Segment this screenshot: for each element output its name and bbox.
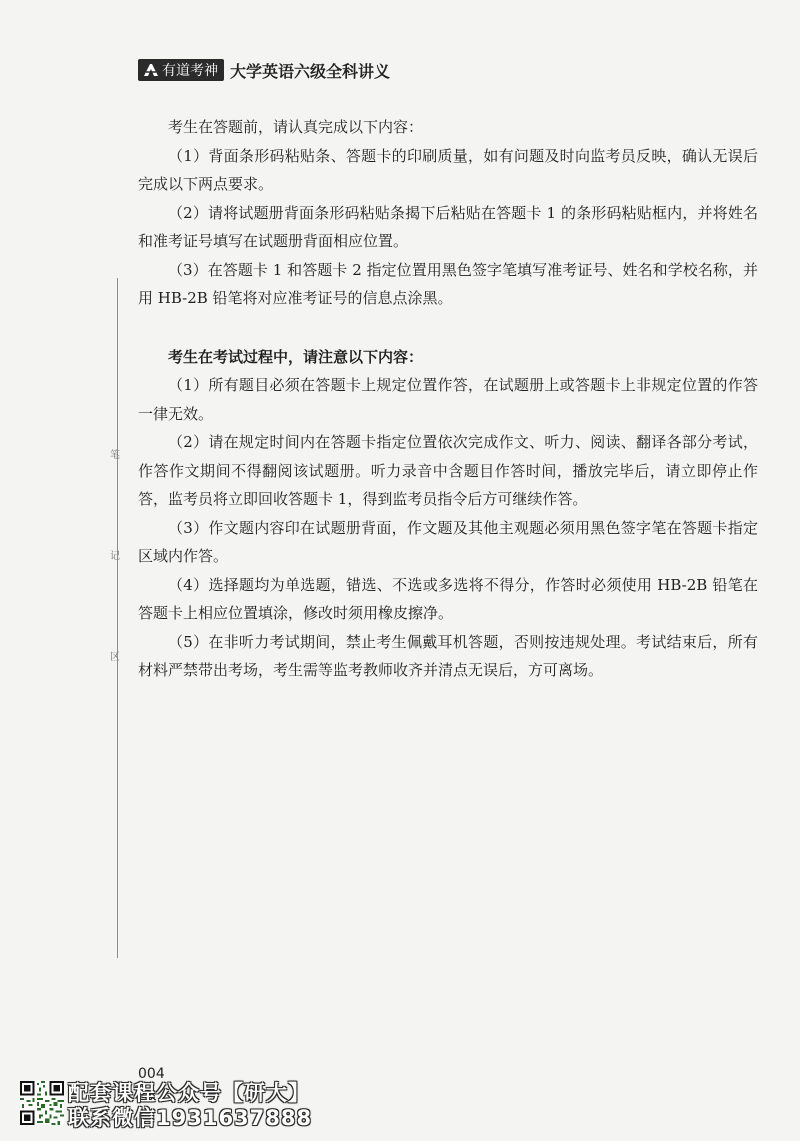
promo-footer bbox=[20, 1081, 312, 1131]
instruction-item: （2）请将试题册背面条形码粘贴条揭下后粘贴在答题卡 1 的条形码粘贴框内，并将姓名和准考证号填写在试题册背面相应位置。 bbox=[138, 203, 758, 250]
margin-note-char: 区 bbox=[110, 652, 120, 663]
instruction-item: （5）在非听力考试期间，禁止考生佩戴耳机答题，否则按违规处理。考试结束后，所有材料严禁带出考场，考生需等监考教师收齐并清点无误后，方可离场。 bbox=[138, 632, 758, 679]
instruction-item: （1）所有题目必须在答题卡上规定位置作答，在试题册上或答题卡上非规定位置的作答一律无效。 bbox=[138, 376, 758, 423]
instruction-item: （1）背面条形码粘贴条、答题卡的印刷质量，如有问题及时向监考员反映，确认无误后完成以下两点要求。 bbox=[138, 146, 758, 193]
instruction-item: （2）请在规定时间内在答题卡指定位置依次完成作文、听力、阅读、翻译各部分考试，作答作文期间不得翻阅该试题册。听力录音中含题目作答时间，播放完毕后，请立即停止作答，监考员将立即回收答题卡 1，得到监考员指令后方可继续作答。 bbox=[138, 433, 758, 508]
page-number: 004 bbox=[138, 1066, 165, 1082]
book-title: 大学英语六级全科讲义 bbox=[230, 61, 391, 81]
brand-name: 有道考神 bbox=[162, 63, 218, 79]
section-intro: 考生在答题前，请认真完成以下内容： bbox=[168, 118, 424, 136]
running-header bbox=[138, 58, 390, 82]
margin-note-char: 记 bbox=[110, 551, 120, 562]
promo-text bbox=[68, 1081, 312, 1131]
promo-line: 配套课程公众号【研大】 bbox=[68, 1081, 310, 1105]
qr-code-icon bbox=[20, 1081, 64, 1125]
brand-logo-icon bbox=[143, 62, 159, 78]
instructions-body bbox=[138, 113, 758, 685]
brand-badge bbox=[138, 59, 224, 81]
instruction-item: （3）作文题内容印在试题册背面，作文题及其他主观题必须用黑色签字笔在答题卡指定区域内作答。 bbox=[138, 518, 758, 565]
section-spacer bbox=[138, 313, 758, 343]
instruction-item: （3）在答题卡 1 和答题卡 2 指定位置用黑色签字笔填写准考证号、姓名和学校名称，并用 HB-2B 铅笔将对应准考证号的信息点涂黑。 bbox=[138, 260, 758, 307]
promo-line: 联系微信1931637888 bbox=[68, 1106, 313, 1130]
instruction-item: （4）选择题均为单选题，错选、不选或多选将不得分，作答时必须使用 HB-2B 铅笔在答题卡上相应位置填涂，修改时须用橡皮擦净。 bbox=[138, 575, 758, 622]
section-intro: 考生在考试过程中，请注意以下内容： bbox=[168, 347, 424, 366]
notes-margin-line bbox=[117, 278, 118, 958]
margin-note-char: 笔 bbox=[110, 450, 120, 461]
